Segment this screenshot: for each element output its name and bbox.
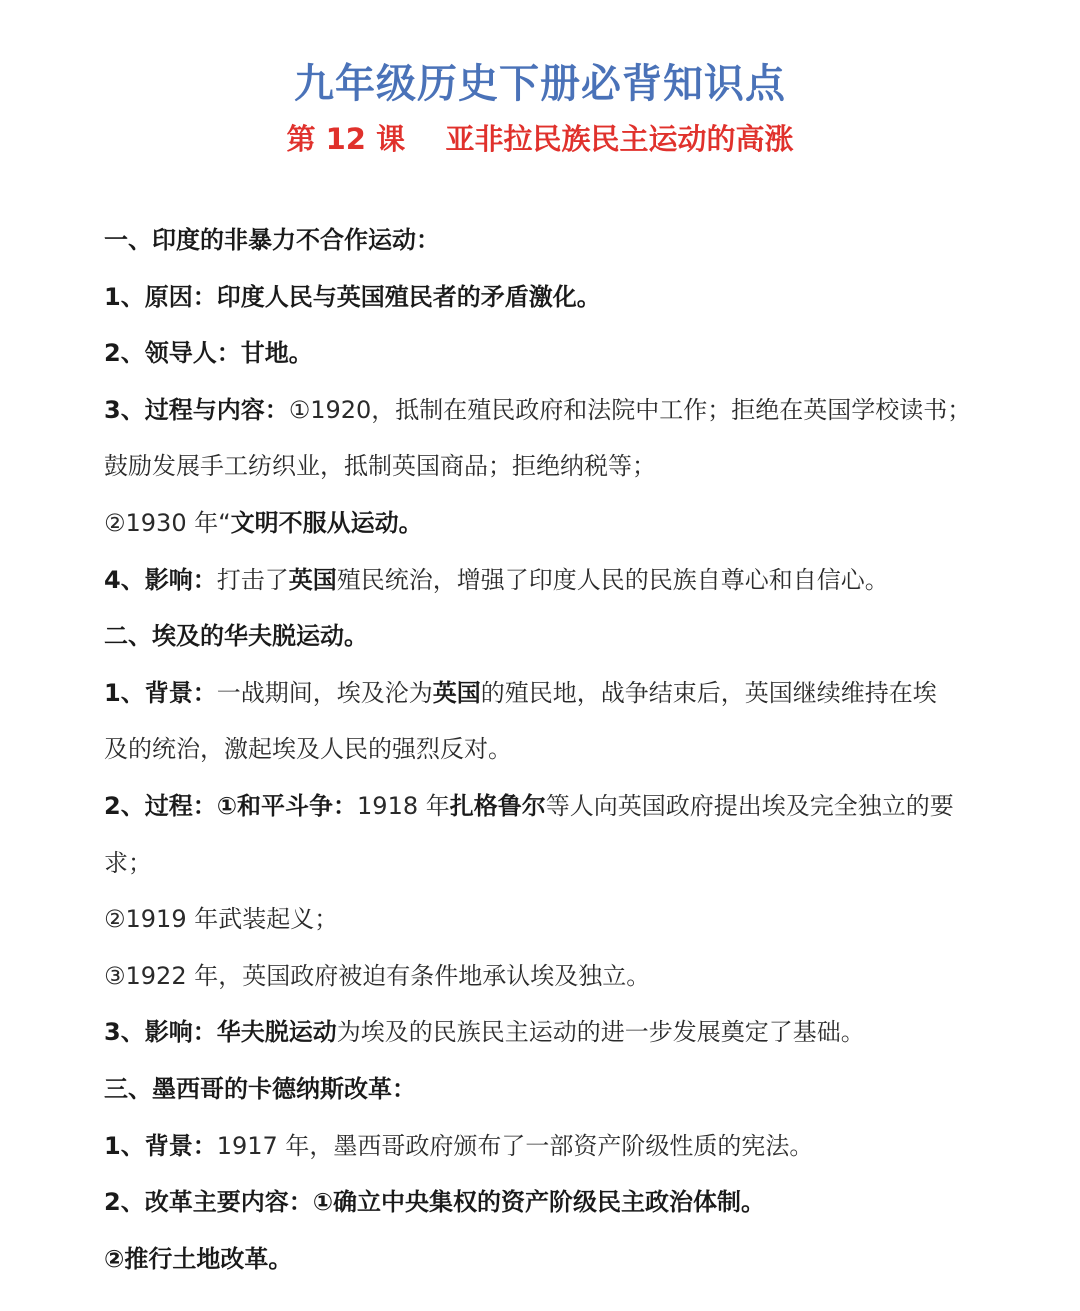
text-line [104,948,1004,1005]
body-text: 打击了 [216,565,289,594]
text-line [104,438,1004,495]
text-line [104,835,1004,892]
bold-text: 3、影响：华夫脱运动 [104,1018,337,1047]
bold-text: 一、印度的非暴力不合作运动： [104,226,440,254]
bold-text: 4、影响： [104,565,217,594]
bold-text: 2、过程：①和平斗争： [104,791,358,820]
bold-text: 二、埃及的华夫脱运动。 [104,622,368,651]
bold-text: 英国 [432,678,481,707]
body-text: ②1930 年“ [104,508,231,537]
text-line [104,552,1004,609]
bold-text: 扎格鲁尔 [449,791,546,820]
bold-text: 3、过程与内容： [104,395,289,424]
text-line [104,721,1004,778]
bold-text: 1、背景： [104,678,217,707]
body-text: 求； [104,848,152,877]
body-text: 殖民统治，增强了印度人民的民族自尊心和自信心。 [336,565,889,594]
text-line [104,325,1004,382]
text-line [104,382,1004,439]
bold-text: 文明不服从运动。 [230,508,423,537]
text-line [104,269,1004,326]
body-text: 为埃及的民族民主运动的进一步发展奠定了基础。 [336,1018,865,1047]
bold-text: ②推行土地改革。 [104,1244,293,1273]
text-line [104,665,1004,722]
text-line [104,891,1004,948]
text-line [104,1231,1004,1288]
body-text: ③1922 年，英国政府被迫有条件地承认埃及独立。 [104,961,651,990]
bold-text: 2、改革主要内容：①确立中央集权的资产阶级民主政治体制。 [104,1188,766,1217]
text-line [104,212,1004,269]
text-line [104,495,1004,552]
notes-body [104,212,1004,1287]
text-line [104,1061,1004,1118]
body-text: 等人向英国政府提出埃及完全独立的要 [545,791,954,820]
body-text: 1918 年 [357,791,450,820]
text-line [104,1174,1004,1231]
body-text: ①1920，抵制在殖民政府和法院中工作；拒绝在英国学校读书； [288,395,972,424]
text-line [104,1118,1004,1175]
bold-text: 三、墨西哥的卡德纳斯改革： [104,1074,416,1103]
body-text: 1917 年，墨西哥政府颁布了一部资产阶级性质的宪法。 [216,1131,814,1160]
text-line [104,778,1004,835]
body-text: 及的统治，激起埃及人民的强烈反对。 [104,735,512,764]
body-text: ②1919 年武装起义； [104,905,339,934]
body-text: 鼓励发展手工纺织业，抵制英国商品；拒绝纳税等； [104,452,656,481]
bold-text: 1、原因：印度人民与英国殖民者的矛盾激化。 [104,282,601,311]
bold-text: 1、背景： [104,1131,217,1160]
text-line [104,1004,1004,1061]
page-title: 九年级历史下册必背知识点 [294,61,786,107]
lesson-subtitle: 第 12 课 亚非拉民族民主运动的高涨 [286,122,794,156]
body-text: 的殖民地，战争结束后，英国继续维持在埃 [480,678,937,707]
bold-text: 英国 [288,565,337,594]
body-text: 一战期间，埃及沦为 [216,678,433,707]
bold-text: 2、领导人：甘地。 [104,339,313,368]
text-line [104,608,1004,665]
